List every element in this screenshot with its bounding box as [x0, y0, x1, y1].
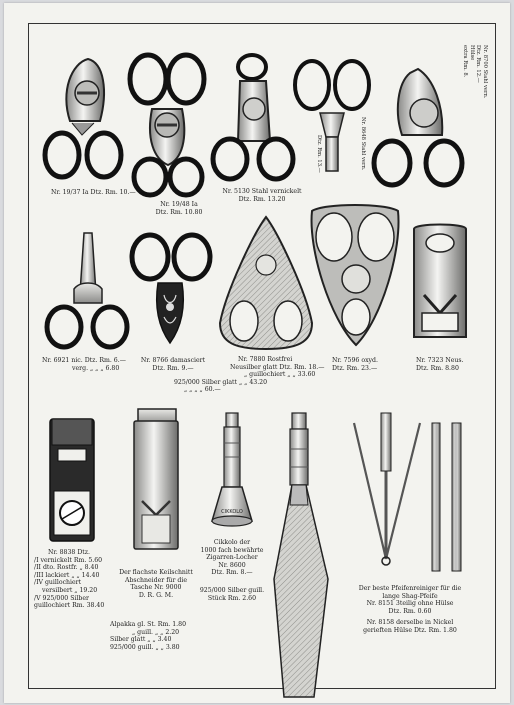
caption-line: Dtz. Rm. 10.80 — [155, 208, 203, 216]
caption-line: /I vernickelt Rm. 5.60 — [34, 556, 103, 564]
caption-line: /II dto. Rostfr. „ 8.40 — [34, 564, 99, 572]
caption-line: Silber glatt „ „ 3.40 — [110, 636, 172, 644]
engraving-text: CIKKOLO — [221, 509, 243, 515]
cigar-cutter-illustration — [42, 51, 124, 191]
caption-line: Cikkolo der — [213, 539, 251, 546]
caption-line: Tasche Nr. 9000 — [130, 584, 182, 592]
cigar-cutter-illustration — [216, 213, 316, 353]
caption-line: Nr. 8648 Stahl vern. — [360, 117, 366, 171]
caption-line: versilbert „ 19.20 — [42, 586, 98, 594]
caption-line: Nr. 6921 nic. Dtz. Rm. 6.— — [42, 357, 126, 364]
cigar-cutter-illustration — [124, 49, 210, 199]
caption-line: 925/000 Silber guill. — [199, 587, 265, 594]
caption-line: Nr. 8600 — [218, 561, 246, 569]
caption-line: /III lackiert „ „ 14.40 — [34, 571, 100, 579]
caption-line: Dtz. Rm. 23.— — [332, 364, 378, 372]
caption-line: Dtz. Rm. 8.80 — [416, 364, 459, 372]
caption-line: guillochiert Rm. 38.40 — [34, 602, 105, 610]
caption-line: Abschneider für die — [124, 576, 188, 584]
cigar-cutter-illustration — [210, 49, 300, 189]
caption-line: /IV guillochiert — [34, 579, 82, 587]
caption-line: Nr. 8766 damasciert — [140, 357, 206, 364]
caption-line: Alpakka gl. St. Rm. 1.80 — [110, 621, 187, 628]
caption-line: Zigarren-Locher — [206, 554, 258, 562]
caption-line: gerieften Hülse Dtz. Rm. 1.80 — [363, 626, 457, 634]
scissors-illustration — [126, 229, 218, 359]
caption-line: Dtz. Rm. 0.60 — [388, 607, 432, 615]
caption-line: /V 925/000 Silber — [34, 594, 89, 602]
caption-line: Nr. 8158 derselbe in Nickel — [366, 619, 454, 626]
caption-line: Nr. 8151 3teilig ohne Hülse — [366, 600, 454, 608]
cigar-cutter-illustration — [44, 415, 100, 545]
caption-line: D. R. G. M. — [138, 591, 174, 599]
caption-line: Nr. 7880 Rostfrei — [238, 356, 293, 363]
caption-line: Stück Rm. 2.60 — [207, 594, 257, 602]
caption-line: Dtz. Rm. 9.— — [152, 364, 194, 372]
caption-line: lange Shag-Pfeife — [382, 592, 438, 600]
caption-line: verg. „ „ „ 6.80 — [72, 364, 120, 372]
cigar-cutter-illustration — [126, 405, 186, 555]
caption-line: Nr. 19/48 Ia — [160, 201, 198, 208]
pipe-cleaner-illustration — [348, 409, 424, 579]
caption-line: Dtz. Rm. 13.20 — [238, 195, 286, 203]
caption-line: Dtz. Rm. 12.— — [475, 45, 482, 83]
scissors-illustration — [44, 229, 132, 353]
caption-line: „ guill. „ „ 2.20 — [132, 628, 180, 636]
caption-line: Der beste Pfeifenreiniger für die — [358, 585, 462, 592]
catalog-sheet — [4, 3, 510, 703]
caption-line: Nr. 19/37 Ia Dtz. Rm. 10.— — [51, 189, 136, 196]
cigar-cutter-illustration — [372, 55, 472, 195]
caption-line: Nr. 7323 Neus. — [416, 357, 464, 364]
caption-line: 925/000 guill. „ „ 3.80 — [110, 643, 180, 651]
caption-line: „ guillochiert „ „ 33.60 — [244, 371, 316, 379]
caption-line: Der flachste Keilschnitt — [119, 569, 193, 576]
caption-line: Hülse — [469, 45, 475, 61]
caption-line: Nr. 5130 Stahl vernickelt — [222, 188, 302, 195]
caption-line: 925/000 Silber glatt „ „ 43.20 — [174, 378, 268, 386]
caption-line: Nr. 7596 oxyd. — [332, 357, 378, 364]
cigar-cutter-illustration — [408, 221, 472, 345]
cigar-cutter-illustration — [304, 199, 406, 349]
cigar-punch-illustration — [270, 409, 332, 701]
caption-line: 1000 fach bewährte — [200, 546, 264, 554]
caption-line: extra Rm. 8. — [462, 45, 469, 78]
caption-line: Neusilber glatt Dtz. Rm. 18.— — [230, 363, 325, 371]
caption-line: Dtz. Rm. 13.— — [316, 135, 322, 173]
caption-line: Dtz. Rm. 8.— — [211, 569, 253, 577]
cigar-punch-illustration — [208, 409, 256, 535]
caption-line: Nr. 8700 Stahl vern. — [482, 45, 488, 99]
caption-line: „ „ „ „ 60.— — [184, 386, 221, 394]
caption-line: Nr. 8838 Dtz. — [48, 549, 91, 556]
pipe-cleaner-illustration — [428, 421, 468, 573]
